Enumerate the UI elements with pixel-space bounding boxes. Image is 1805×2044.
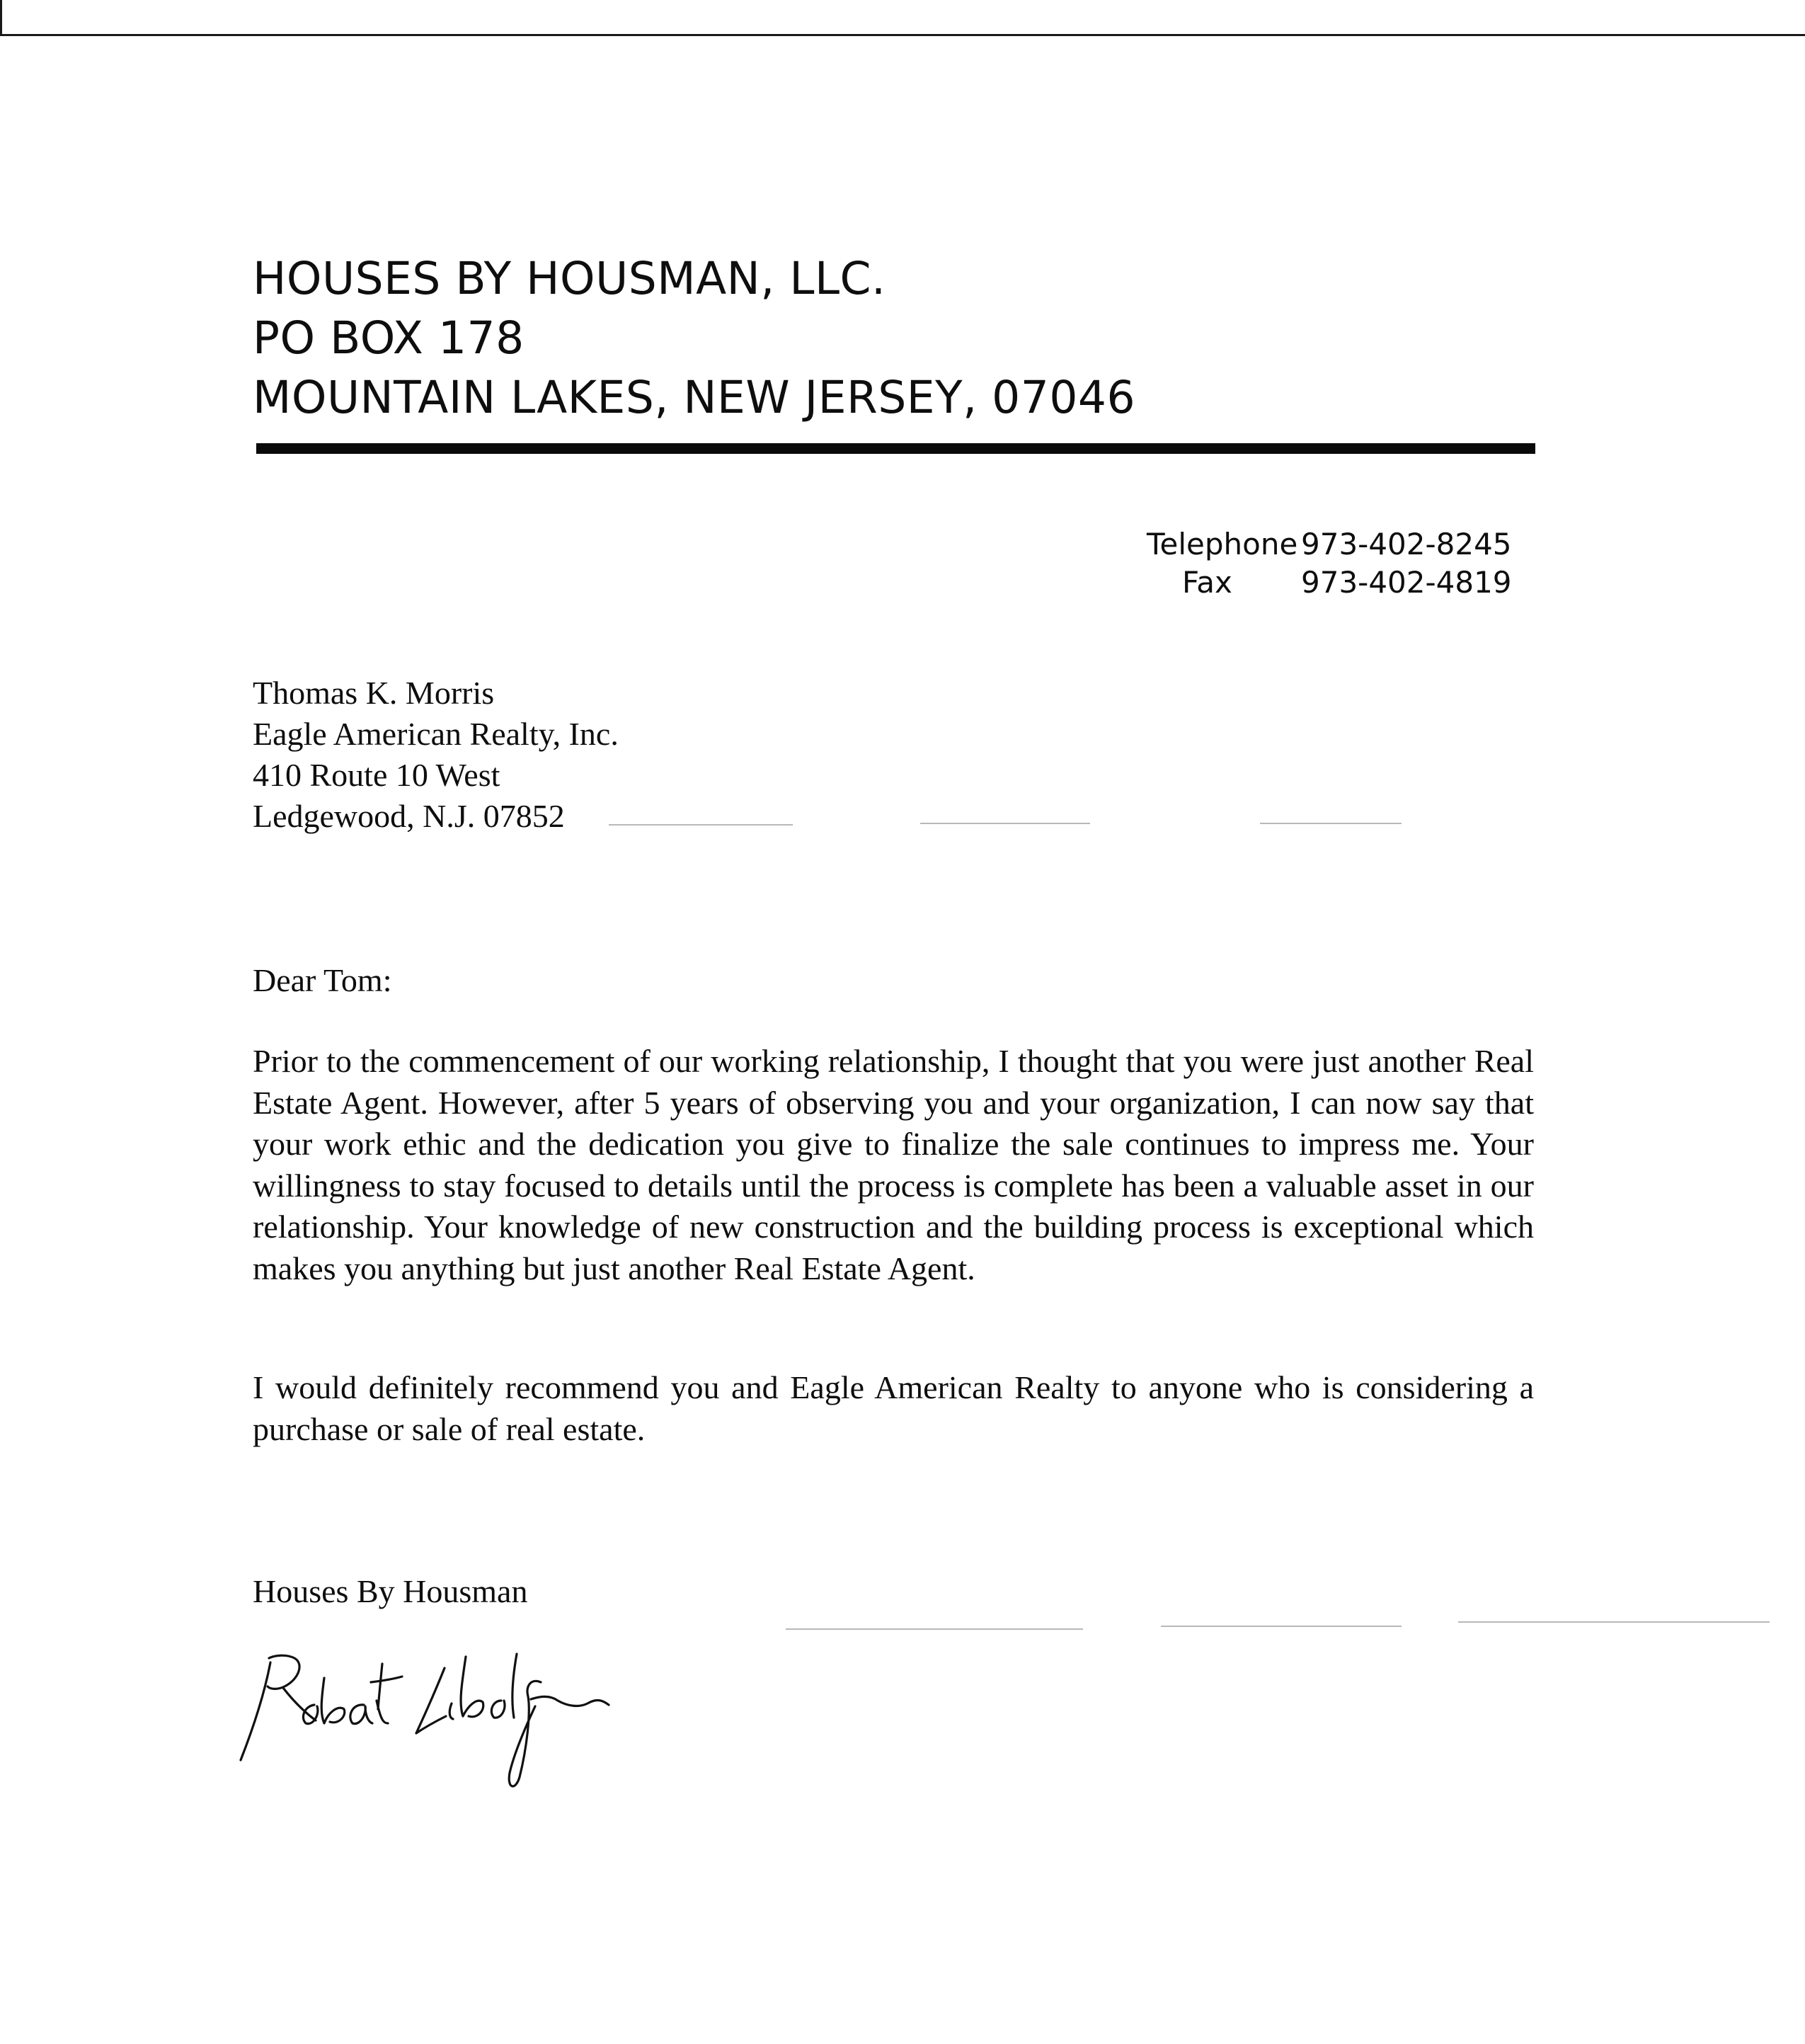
letterhead xyxy=(253,249,1135,428)
scan-top-edge xyxy=(0,34,1805,36)
scan-artifact xyxy=(1458,1621,1770,1623)
recipient-address xyxy=(253,673,619,837)
closing-line: Houses By Housman xyxy=(253,1573,528,1609)
scan-left-edge xyxy=(0,0,2,35)
scan-artifact xyxy=(609,824,793,826)
scan-artifact xyxy=(786,1628,1083,1630)
letterhead-company: HOUSES BY HOUSMAN, LLC. xyxy=(253,253,886,304)
recipient-city: Ledgewood, N.J. 07852 xyxy=(253,798,565,834)
fax-row xyxy=(1147,564,1512,602)
scan-artifact xyxy=(920,823,1090,824)
contact-block xyxy=(1147,525,1512,602)
recipient-street: 410 Route 10 West xyxy=(253,757,500,793)
letterhead-po-box: PO BOX 178 xyxy=(253,312,525,364)
handwritten-signature xyxy=(225,1621,621,1805)
salutation: Dear Tom: xyxy=(253,962,392,998)
scan-artifact xyxy=(1161,1626,1402,1627)
fax-label: Fax xyxy=(1182,565,1232,600)
recipient-name: Thomas K. Morris xyxy=(253,675,495,711)
body-paragraph-1: Prior to the commencement of our working relationship, I thought that you were just another Real Estate Agent. However, after 5 years of observing you and your organization, I can now say that your work ethic and the dedication you give to finalize the sale continues to impress me. Your willingness to stay focused to details until the process is complete has been a valuable asset in our relationship. Your knowledge of new construction and the building process is exceptional which makes you anything but just another Real Estate Agent. xyxy=(253,1043,1534,1286)
letterhead-city-line: MOUNTAIN LAKES, NEW JERSEY, 07046 xyxy=(253,372,1136,423)
telephone-row xyxy=(1147,525,1512,564)
fax-number: 973-402-4819 xyxy=(1301,565,1512,600)
body-paragraph-2: I would definitely recommend you and Eagle American Realty to anyone who is considering a purchase or sale of real estate. xyxy=(253,1369,1534,1447)
recipient-company: Eagle American Realty, Inc. xyxy=(253,716,619,752)
letterhead-rule xyxy=(256,443,1535,454)
telephone-label: Telephone xyxy=(1147,527,1298,561)
telephone-number: 973-402-8245 xyxy=(1301,527,1512,561)
scan-artifact xyxy=(1260,823,1402,824)
